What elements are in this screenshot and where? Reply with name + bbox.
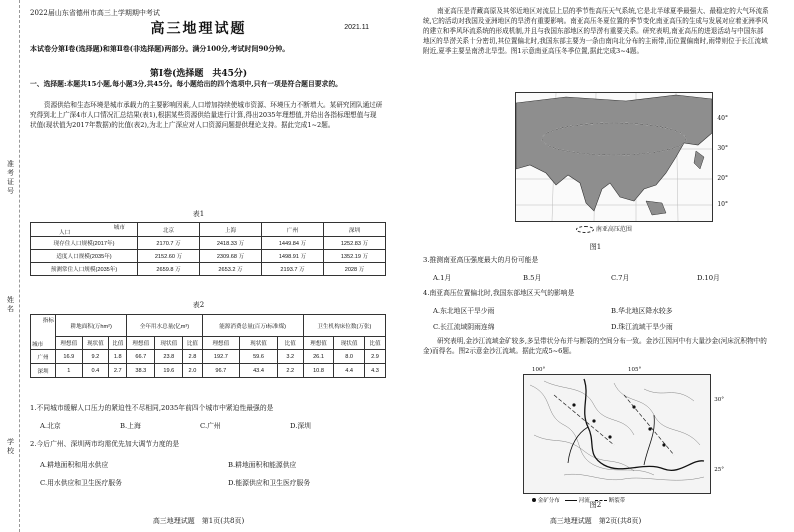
passage-3: 研究表明,金沙江流域金矿较多,多呈带状分布并与断裂的空间分布一致。金沙江因河中有大量沙金(河床沉积物中的金)而得名。图2示意金沙江流域。据此完成5~6题。 bbox=[423, 337, 767, 355]
question-1: 1.不同城市缓解人口压力的紧迫性不尽相同,2035年前四个城市中紧迫性最强的是 bbox=[30, 404, 274, 412]
cell: 1498.91 万 bbox=[262, 250, 324, 263]
cell: 8.0 bbox=[334, 350, 365, 364]
q2-option-b[interactable]: B.耕地面积和能源供应 bbox=[228, 461, 297, 469]
sub-header: 理想值 bbox=[303, 337, 334, 350]
sub-header: 理想值 bbox=[202, 337, 240, 350]
cell: 2.0 bbox=[183, 364, 202, 378]
sub-header: 现状值 bbox=[82, 337, 109, 350]
exam-date: 2021.11 bbox=[344, 24, 369, 31]
cell: 2659.8 万 bbox=[138, 263, 200, 276]
q1-option-d[interactable]: D.深圳 bbox=[290, 422, 311, 430]
sub-header: 比值 bbox=[364, 337, 385, 350]
q4-option-c[interactable]: C.长江流域阴雨连绵 bbox=[433, 323, 495, 331]
table1-corner: 城市 人口 bbox=[31, 223, 138, 237]
table2-corner: 指标 城市 bbox=[31, 315, 56, 350]
table-row bbox=[31, 350, 386, 364]
page-right bbox=[397, 0, 794, 532]
cell: 2653.2 万 bbox=[200, 263, 262, 276]
section-instructions: 一、选择题:本题共15小题,每小题3分,共45分。每小题给出的四个选项中,只有一项是符合题目要求的。 bbox=[30, 80, 342, 88]
table-2 bbox=[30, 314, 386, 378]
cell: 4.4 bbox=[334, 364, 365, 378]
table1-caption: 表1 bbox=[192, 210, 205, 218]
q4-option-b[interactable]: B.华北地区降水较多 bbox=[611, 307, 673, 315]
q3-option-a[interactable]: A.1月 bbox=[433, 274, 452, 282]
cell: 2418.33 万 bbox=[200, 237, 262, 250]
page-footer: 高三地理试题 第2页(共8页) bbox=[549, 517, 642, 525]
table-row bbox=[31, 364, 386, 378]
fig1-legend: 南亚高压范围 bbox=[576, 224, 632, 233]
asia-map bbox=[516, 93, 712, 221]
cell: 1 bbox=[56, 364, 83, 378]
question-4: 4.南亚高压位置偏北时,我国东部地区天气的影响是 bbox=[423, 289, 575, 297]
lat-label: 10° bbox=[717, 201, 728, 208]
part-heading: 第Ⅰ卷(选择题 共45分) bbox=[149, 69, 248, 79]
question-2: 2.今后广州、深圳两市均需优先加大调节力度的是 bbox=[30, 440, 180, 448]
q3-option-b[interactable]: B.5月 bbox=[523, 274, 542, 282]
cell: 1449.84 万 bbox=[262, 237, 324, 250]
exam-header: 2022届山东省德州市高三上学期期中考试 bbox=[30, 9, 160, 17]
cell: 0.4 bbox=[82, 364, 109, 378]
cell: 2170.7 万 bbox=[138, 237, 200, 250]
table1-header-city: 广州 bbox=[262, 223, 324, 237]
q2-option-c[interactable]: C.用水供应和卫生医疗服务 bbox=[40, 479, 122, 487]
table-row bbox=[31, 250, 386, 263]
fig2-legend: 金矿分布 河流 断裂带 bbox=[532, 496, 625, 504]
lat-label: 30° bbox=[717, 145, 728, 152]
cell: 2.9 bbox=[364, 350, 385, 364]
side-label-name: 姓名 bbox=[7, 296, 14, 313]
row-label: 适度人口规模(2035年) bbox=[31, 250, 138, 263]
sub-header: 现状值 bbox=[240, 337, 278, 350]
cell: 43.4 bbox=[240, 364, 278, 378]
lat-label: 40° bbox=[717, 115, 728, 122]
figure-1-map bbox=[515, 92, 728, 233]
sub-header: 现状值 bbox=[334, 337, 365, 350]
passage-2: 南亚高压是青藏高原及其邻近地区对流层上层的季节性高压天气系统,它是北半球夏季最强大、最稳定的大气环流系统,它的活动对我国及亚洲地区的旱涝有重要影响。南亚高压冬夏位置的季节变化南亚高压的生成与发展对应着亚洲季风的建立和季风环流系统的形成机制,并且与我国东部地区的旱涝有重要关系。研究表明,南亚高压的进退活动与中国东部地区的旱涝关系十分密切,其位置偏北时,我国东部主要为一条由南向北分布的主雨带,而位置偏南时,雨带则位于长江流域附近,夏季主要呈南涝北旱型。图1示意南亚高压冬季位置,据此完成3~4题。 bbox=[423, 7, 769, 55]
passage-1: 资源供给和生态环境是城市承载力的主要影响因素,人口增加持续使城市资源、环境压力不断增大。某研究团队通过研究得到北上广深4市人口情况汇总结果(表1),根据某些资源供给量进行计算,得出2035年理想值,并给出各指标理想值与现状值(现状值为2017年数据)的比值(表2),为北上广深应对人口资源问题提供理论支持。据此完成1~2题。 bbox=[30, 101, 383, 129]
cell: 10.8 bbox=[303, 364, 334, 378]
table2-caption: 表2 bbox=[192, 301, 205, 309]
cell: 23.8 bbox=[155, 350, 183, 364]
q4-option-d[interactable]: D.珠江流域干旱少雨 bbox=[611, 323, 673, 331]
table2-group-header: 卫生机构床位数(万张) bbox=[303, 315, 385, 337]
page-title: 高三地理试题 bbox=[150, 21, 247, 37]
exam-intro: 本试卷分第Ⅰ卷(选择题)和第Ⅱ卷(非选择题)两部分。满分100分,考试时间90分钟。 bbox=[30, 44, 290, 53]
binding-line bbox=[19, 0, 20, 532]
q4-option-a[interactable]: A.东北地区干旱少雨 bbox=[433, 307, 495, 315]
cell: 4.3 bbox=[364, 364, 385, 378]
table2-group-header: 能源消费总量(百万t标准煤) bbox=[202, 315, 303, 337]
row-label: 广州 bbox=[31, 350, 56, 364]
row-label: 深圳 bbox=[31, 364, 56, 378]
cell: 2.2 bbox=[277, 364, 303, 378]
table2-group-header: 全年用水总量(亿m³) bbox=[127, 315, 202, 337]
page-footer: 高三地理试题 第1页(共8页) bbox=[152, 517, 245, 525]
legend-dashed-ellipse-icon bbox=[576, 226, 594, 233]
sub-header: 比值 bbox=[277, 337, 303, 350]
cell: 2.8 bbox=[183, 350, 202, 364]
sub-header: 比值 bbox=[109, 337, 127, 350]
cell: 2193.7 万 bbox=[262, 263, 324, 276]
table1-header-city: 上海 bbox=[200, 223, 262, 237]
cell: 1252.83 万 bbox=[324, 237, 386, 250]
q3-option-c[interactable]: C.7月 bbox=[611, 274, 630, 282]
table-row bbox=[31, 237, 386, 250]
q1-option-b[interactable]: B.上海 bbox=[120, 422, 141, 430]
sub-header: 理想值 bbox=[56, 337, 83, 350]
cell: 19.6 bbox=[155, 364, 183, 378]
table2-group-header: 耕地面积(万hm²) bbox=[56, 315, 127, 337]
cell: 1.8 bbox=[109, 350, 127, 364]
lon-label: 100° bbox=[532, 367, 546, 373]
cell: 26.1 bbox=[303, 350, 334, 364]
table-1 bbox=[30, 222, 386, 276]
cell: 59.6 bbox=[240, 350, 278, 364]
table-row bbox=[31, 263, 386, 276]
row-label: 预测常住人口规模(2035年) bbox=[31, 263, 138, 276]
lat-label: 30° bbox=[714, 397, 724, 403]
side-label-school: 学校 bbox=[7, 438, 14, 455]
q2-option-a[interactable]: A.耕地面积和用水供应 bbox=[40, 461, 109, 469]
lon-label: 105° bbox=[628, 367, 642, 373]
cell: 3.2 bbox=[277, 350, 303, 364]
figure-2-map bbox=[523, 367, 724, 504]
sub-header: 理想值 bbox=[127, 337, 155, 350]
figure-2-caption: 图2 bbox=[589, 501, 602, 509]
lat-label: 25° bbox=[714, 467, 724, 473]
q2-option-d[interactable]: D.能源供应和卫生医疗服务 bbox=[228, 479, 311, 487]
cell: 2028 万 bbox=[324, 263, 386, 276]
figure-1-caption: 图1 bbox=[589, 243, 602, 251]
side-label-exam-number: 准考证号 bbox=[7, 160, 14, 195]
cell: 9.2 bbox=[82, 350, 109, 364]
question-3: 3.推测南亚高压强度最大的月份可能是 bbox=[423, 256, 539, 264]
q1-option-c[interactable]: C.广州 bbox=[200, 422, 221, 430]
sub-header: 现状值 bbox=[155, 337, 183, 350]
cell: 1352.19 万 bbox=[324, 250, 386, 263]
sub-header: 比值 bbox=[183, 337, 202, 350]
cell: 66.7 bbox=[127, 350, 155, 364]
table1-header-city: 深圳 bbox=[324, 223, 386, 237]
q3-option-d[interactable]: D.10月 bbox=[697, 274, 720, 282]
cell: 96.7 bbox=[202, 364, 240, 378]
q1-option-a[interactable]: A.北京 bbox=[40, 422, 61, 430]
cell: 2.7 bbox=[109, 364, 127, 378]
cell: 192.7 bbox=[202, 350, 240, 364]
table1-header-city: 北京 bbox=[138, 223, 200, 237]
cell: 2152.60 万 bbox=[138, 250, 200, 263]
cell: 16.9 bbox=[56, 350, 83, 364]
lat-label: 20° bbox=[717, 175, 728, 182]
cell: 38.3 bbox=[127, 364, 155, 378]
cell: 2309.68 万 bbox=[200, 250, 262, 263]
row-label: 现存住人口规模(2017年) bbox=[31, 237, 138, 250]
jinsha-river-map bbox=[524, 375, 710, 493]
